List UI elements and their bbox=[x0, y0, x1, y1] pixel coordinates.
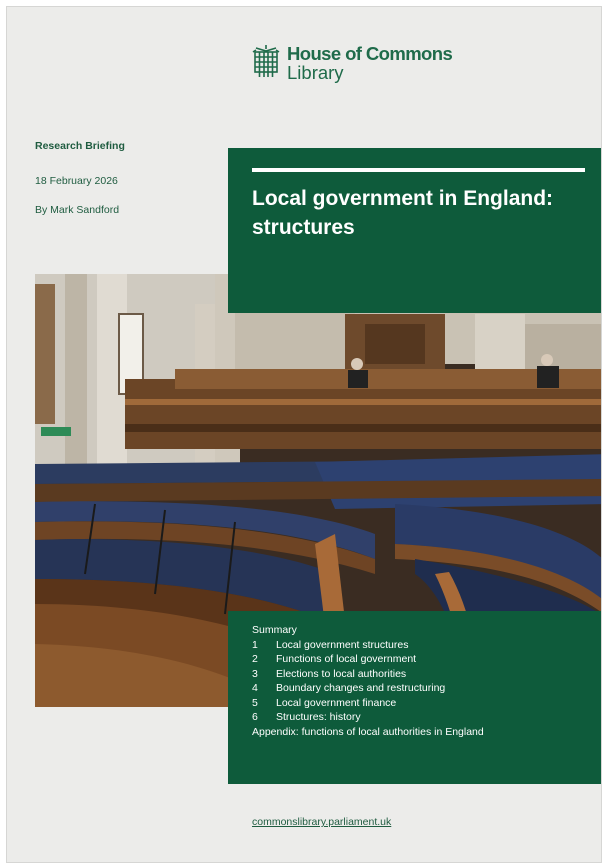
brand-subname: Library bbox=[287, 62, 344, 83]
contents-panel bbox=[228, 611, 602, 784]
document-title bbox=[252, 184, 592, 242]
toc-item[interactable]: 3 Elections to local authorities bbox=[252, 667, 407, 680]
publication-date: 18 February 2026 bbox=[35, 175, 118, 187]
toc-appendix[interactable]: Appendix: functions of local authorities in England bbox=[252, 725, 484, 738]
toc-item[interactable]: 5 Local government finance bbox=[252, 696, 397, 709]
title-panel bbox=[228, 148, 602, 313]
document-type: Research Briefing bbox=[35, 140, 125, 152]
title-line-2: structures bbox=[252, 216, 355, 239]
house-of-commons-library-logo bbox=[251, 44, 452, 82]
toc-item[interactable]: 6 Structures: history bbox=[252, 711, 361, 723]
title-rule bbox=[252, 168, 585, 172]
title-line-1: Local government in England: bbox=[252, 187, 554, 210]
portcullis-icon bbox=[251, 44, 281, 80]
brand-name: House of Commons bbox=[287, 43, 453, 64]
toc-item[interactable]: 1 Local government structures bbox=[252, 638, 409, 651]
toc-item[interactable]: 2 Functions of local government bbox=[252, 653, 417, 665]
toc-item[interactable]: 4 Boundary changes and restructuring bbox=[252, 682, 446, 694]
toc-heading[interactable]: Summary bbox=[252, 624, 297, 636]
author: By Mark Sandford bbox=[35, 204, 120, 216]
table-of-contents bbox=[252, 623, 484, 739]
cover-page bbox=[6, 6, 602, 863]
website-link[interactable]: commonslibrary.parliament.uk bbox=[252, 816, 392, 828]
